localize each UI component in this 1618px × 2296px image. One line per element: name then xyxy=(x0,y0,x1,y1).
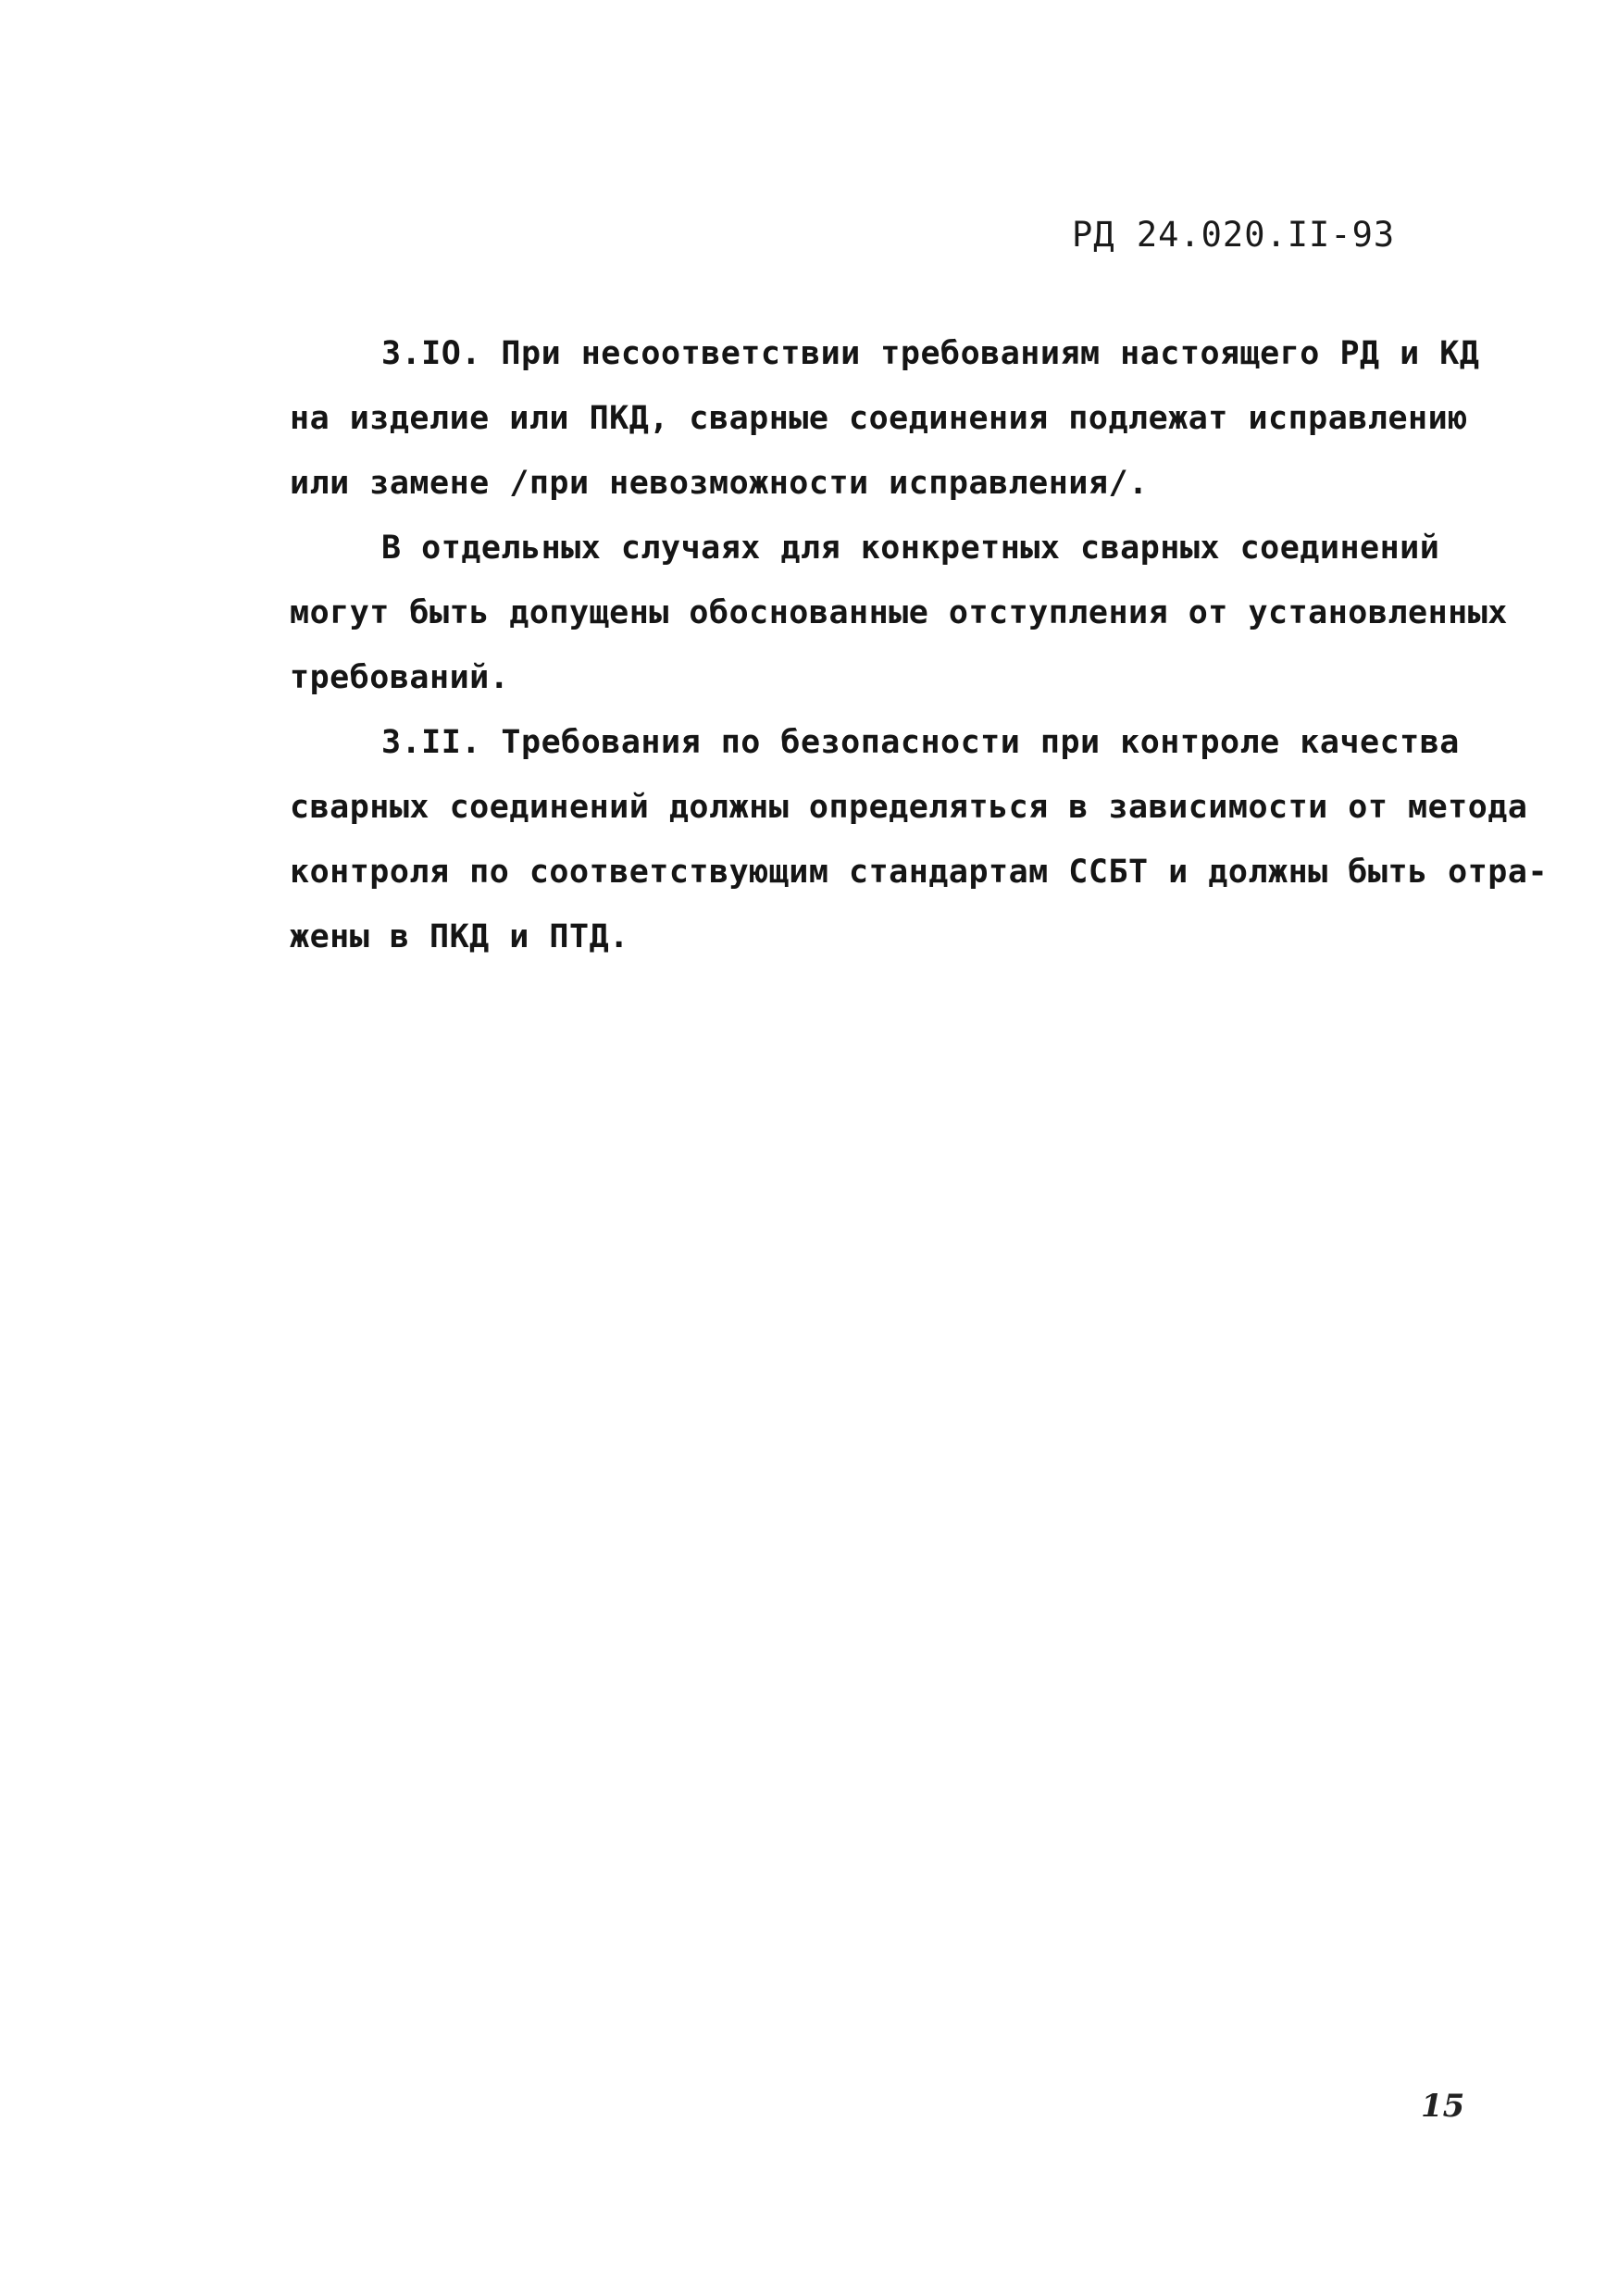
page-number: 15 xyxy=(1421,2088,1465,2125)
text-line-9: контроля по соответствующим стандартам ССБТ и должны быть отра- xyxy=(290,854,1549,891)
text-line-4: В отдельных случаях для конкретных сварных соединений xyxy=(381,530,1440,567)
text-line-3: или замене /при невозможности исправления/. xyxy=(290,465,1149,502)
text-line-10: жены в ПКД и ПТД. xyxy=(290,918,629,955)
text-line-7: 3.II. Требования по безопасности при контроле качества xyxy=(381,724,1460,761)
text-line-8: сварных соединений должны определяться в зависимости от метода xyxy=(290,789,1528,826)
text-line-5: могут быть допущены обоснованные отступления от установленных xyxy=(290,594,1508,631)
text-line-1: 3.IO. При несоответствии требованиям настоящего РД и КД xyxy=(381,335,1480,372)
text-line-2: на изделие или ПКД, сварные соединения подлежат исправлению xyxy=(290,400,1468,437)
text-line-6: требований. xyxy=(290,659,510,696)
document-code: РД 24.020.II-93 xyxy=(1072,215,1396,255)
